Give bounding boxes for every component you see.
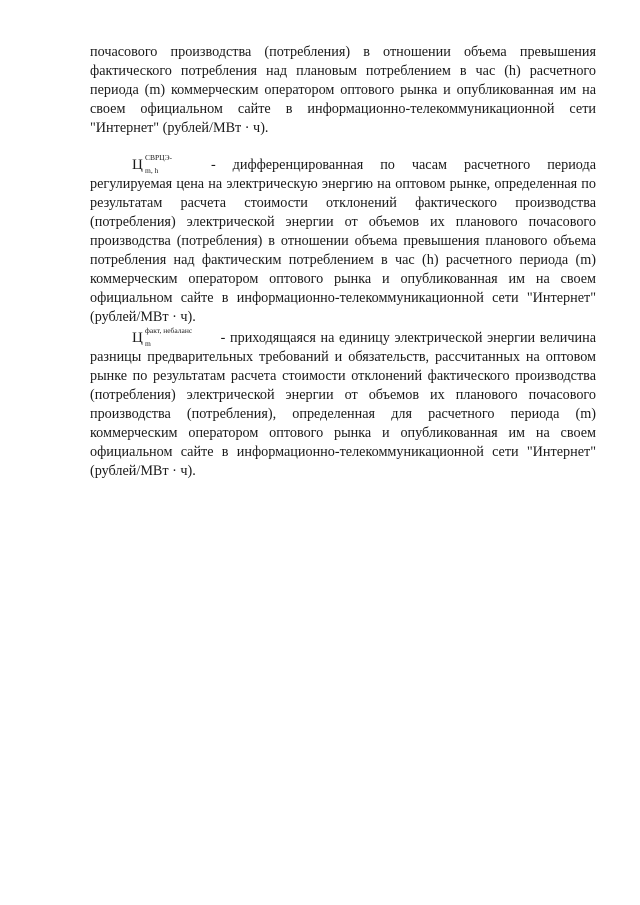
price-symbol-base: Ц bbox=[132, 157, 143, 173]
paragraph-2 bbox=[90, 153, 596, 327]
price-symbol-superscript: факт, небаланс bbox=[145, 326, 193, 335]
paragraph-3 bbox=[90, 326, 596, 481]
paragraph-1-text: почасового производства (потребления) в отношении объема превышения фактического потребления над плановым потреблением в час (h) расчетного периода (m) коммерческим оператором оптового рынка и опубликованная им на своем официальном сайте в информационно-телекоммуникационной сети "Интернет" (рублей/МВт · ч). bbox=[90, 44, 596, 136]
price-symbol-superscript: СВРЦЭ- bbox=[145, 153, 173, 162]
paragraph-1 bbox=[90, 43, 596, 138]
price-symbol-base: Ц bbox=[132, 330, 143, 346]
paragraph-3-text: - приходящаяся на единицу электрической энергии величина разницы предварительных требований и обязательств, рассчитанных на оптовом рынке по результатам расчета стоимости отклонений фактического производства (потребления) электрической энергии от объемов их планового почасового производства (потребления), определенная для расчетного периода (m) коммерческим оператором оптового рынка и опубликованная им на своем официальном сайте в информационно-телекоммуникационной сети "Интернет" (рублей/МВт · ч). bbox=[90, 330, 596, 479]
price-symbol-subscript: m bbox=[145, 339, 151, 348]
paragraph-2-text: - дифференцированная по часам расчетного периода регулируемая цена на электрическую энергию на оптовом рынке, определенная по результатам расчета стоимости отклонений фактического производства (потребления) электрической энергии от объемов их планового почасового производства (потребления) в отношении объема превышения планового объема потребления над фактическим потреблением в час (h) расчетного периода (m) коммерческим оператором оптового рынка и опубликованная им на своем официальном сайте в информационно-телекоммуникационной сети "Интернет" (рублей/МВт · ч). bbox=[90, 157, 596, 325]
price-symbol-subscript: m, h bbox=[145, 166, 159, 175]
price-symbol-fact-imbalance bbox=[132, 326, 216, 348]
price-symbol-svrce bbox=[132, 153, 194, 175]
